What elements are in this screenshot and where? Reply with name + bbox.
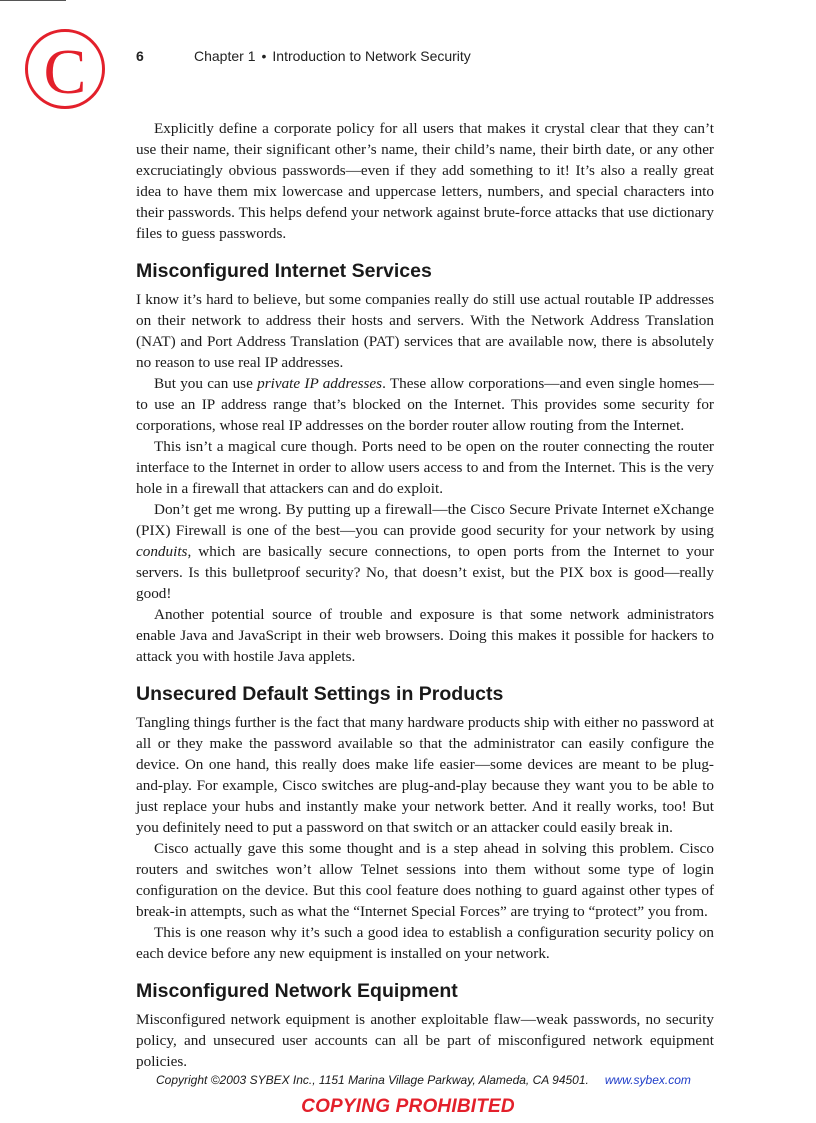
emphasis: conduits [136,543,188,560]
emphasis: private IP addresses [257,375,383,392]
paragraph [136,373,714,436]
paragraph: Tangling things further is the fact that many hardware products ship with either no password at all or they make the password available so that the administrator can easily configure the device. On one hand, this really does make life easier—some devices are meant to be plug-and-play. For example, Cisco switches are plug-and-play because they want you to be able to just replace your hubs and instantly make your network better. And it really works, too! But you definitely need to put a password on that switch or an attacker could easily break in. [136,714,714,836]
text-run: Don’t get me wrong. By putting up a firewall—the Cisco Secure Private Internet eXchange (PIX) Firewall is one of the best—you can provide good security for your network by using [136,501,714,539]
section-heading-default-settings: Unsecured Default Settings in Products [136,683,504,705]
section-heading-internet-services: Misconfigured Internet Services [136,260,432,282]
copyright-text: Copyright ©2003 SYBEX Inc., 1151 Marina Village Parkway, Alameda, CA 94501. [156,1073,589,1087]
chapter-title: Introduction to Network Security [272,48,471,64]
footer [156,1073,691,1087]
paragraph: Another potential source of trouble and exposure is that some network administrators enable Java and JavaScript in their web browsers. Doing this makes it possible for hackers to attack you with hostile Java applets. [136,606,714,665]
running-head [136,48,471,66]
text-run: , which are basically secure connections, to open ports from the Internet to your servers. Is this bulletproof security? No, that doesn’t exist, but the PIX box is good—really good! [136,543,714,602]
paragraph: Misconfigured network equipment is another exploitable flaw—weak passwords, no security policy, and unsecured user accounts can all be part of misconfigured network equipment policies. [136,1011,714,1070]
text-run: . These allow corporations—and even single homes—to use an IP address range that’s blocked on the Internet. This provides some security for corporations, whose real IP addresses on the border router allow routing from the Internet. [136,375,714,434]
logo-mark: C [43,36,87,107]
paragraph: This isn’t a magical cure though. Ports need to be open on the router connecting the router interface to the Internet in order to allow users access to and from the Internet. This is the very hole in a firewall that attackers can and do exploit. [136,438,714,497]
paragraph: I know it’s hard to believe, but some companies really do still use actual routable IP addresses on their network to address their hosts and servers. With the Network Address Translation (NAT) and Port Address Translation (PAT) services that are available now, there is absolutely no reason to use real IP addresses. [136,291,714,371]
paragraph: This is one reason why it’s such a good idea to establish a configuration security policy on each device before any new equipment is installed on your network. [136,924,714,962]
chapter-label: Chapter 1 [194,48,256,64]
paragraph [136,499,714,604]
copyright-c-icon [24,28,106,110]
paragraph: Cisco actually gave this some thought and is a step ahead in solving this problem. Cisco routers and switches won’t allow Telnet sessions into them without some type of login configuration on the device. But this cool feature does nothing to guard against other types of break-in attempts, such as what the “Internet Special Forces” are trying to “protect” you from. [136,840,714,920]
section-heading-network-equipment: Misconfigured Network Equipment [136,980,458,1002]
header-separator: • [261,48,267,64]
body-text [136,118,714,1072]
corner-rule [0,0,66,1]
sybex-link[interactable]: www.sybex.com [604,1073,691,1087]
page-number: 6 [136,48,144,64]
intro-paragraph: Explicitly define a corporate policy for all users that makes it crystal clear that they can’t use their name, their significant other’s name, their child’s name, their birth date, or any other excruciatingly obvious passwords—even if they add something to it! It’s also a really great idea to have them mix lowercase and uppercase letters, numbers, and special characters into their passwords. This helps defend your network against brute-force attacks that use dictionary files to guess passwords. [136,120,714,242]
copying-prohibited-banner: COPYING PROHIBITED [301,1096,515,1117]
text-run: But you can use [154,375,258,392]
